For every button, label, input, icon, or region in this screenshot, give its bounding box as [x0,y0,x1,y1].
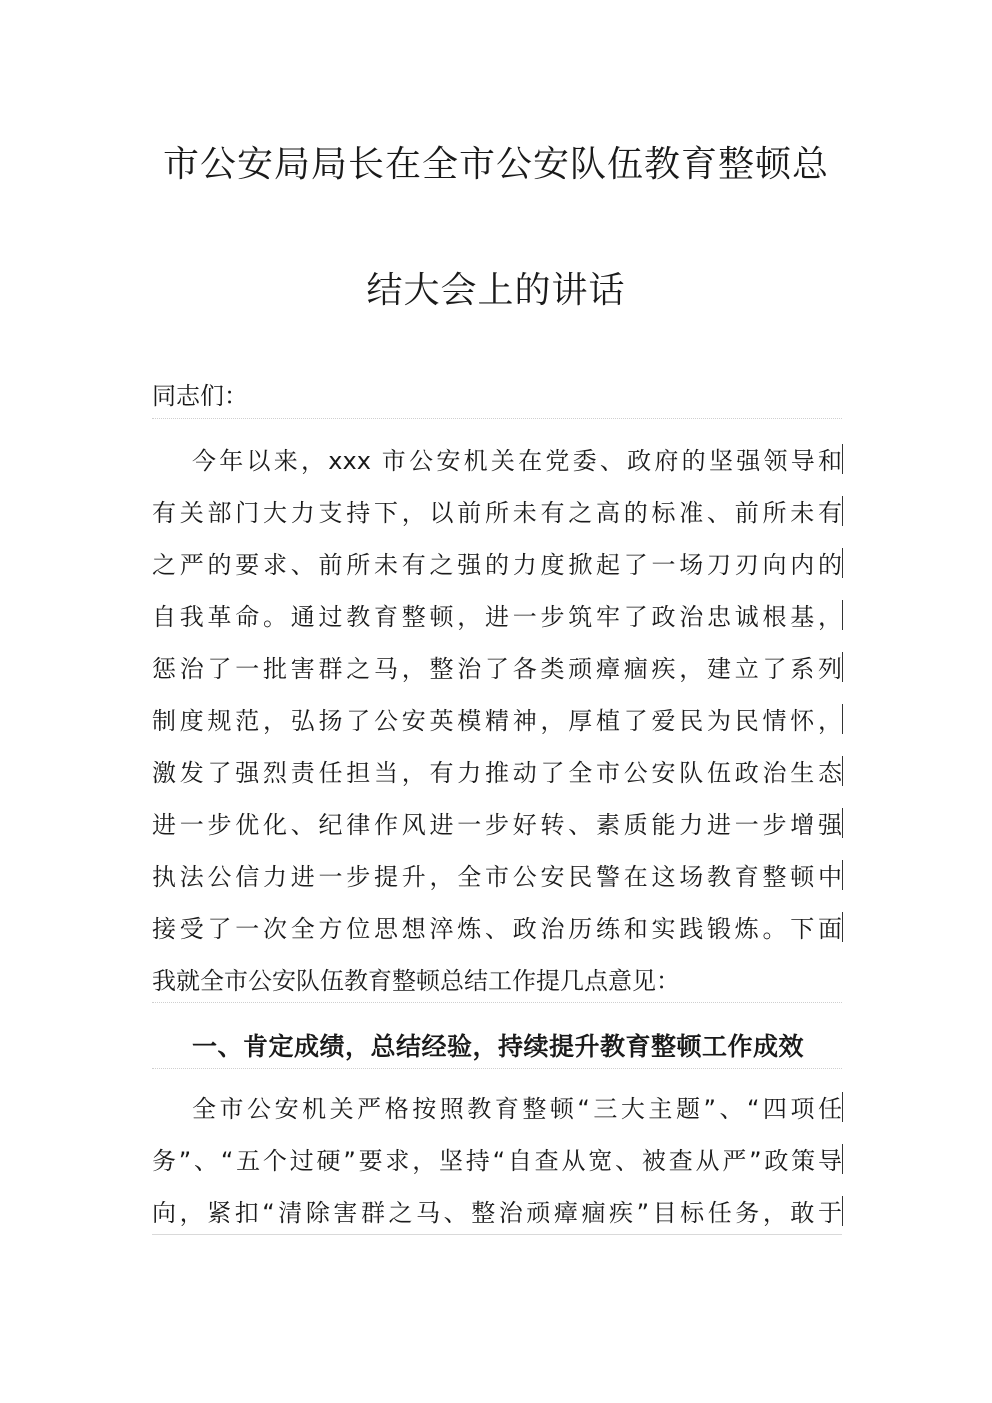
margin-mark [842,808,843,838]
margin-mark [842,912,843,942]
paragraph-1-line: 执法公信力进一步提升，全市公安民警在这场教育整顿中 [152,863,842,891]
margin-mark [842,1196,843,1226]
paragraph-1-line: 今年以来，xxx 市公安机关在党委、政府的坚强领导和 [192,447,842,475]
section-heading: 一、肯定成绩，总结经验，持续提升教育整顿工作成效 [192,1032,805,1061]
dotted-rule [152,1002,842,1003]
margin-mark [842,860,843,890]
paragraph-1-line: 进一步优化、纪律作风进一步好转、素质能力进一步增强 [152,811,842,839]
paragraph-1-line: 接受了一次全方位思想淬炼、政治历练和实践锻炼。下面 [152,915,842,943]
paragraph-1-line: 惩治了一批害群之马，整治了各类顽瘴痼疾，建立了系列 [152,655,842,683]
margin-mark [842,756,843,786]
margin-mark [842,548,843,578]
paragraph-1-line: 自我革命。通过教育整顿，进一步筑牢了政治忠诚根基， [152,603,842,631]
margin-mark [842,1092,843,1122]
salutation: 同志们： [152,382,248,410]
document-title-line-1: 市公安局局长在全市公安队伍教育整顿总 [162,144,829,185]
paragraph-1-line: 有关部门大力支持下，以前所未有之高的标准、前所未有 [152,499,842,527]
document-title-line-2: 结大会上的讲话 [366,270,626,311]
margin-mark [842,496,843,526]
dotted-rule [152,418,842,419]
paragraph-1-line: 制度规范，弘扬了公安英模精神，厚植了爱民为民情怀， [152,707,842,735]
margin-mark [842,444,843,474]
paragraph-2-line: 向，紧扣“清除害群之马、整治顽瘴痼疾”目标任务，敢于 [152,1199,842,1227]
margin-mark [842,652,843,682]
page-bottom-rule [152,1234,842,1235]
margin-mark [842,1144,843,1174]
margin-mark [842,704,843,734]
paragraph-1-line: 之严的要求、前所未有之强的力度掀起了一场刀刃向内的 [152,551,842,579]
paragraph-2-line: 全市公安机关严格按照教育整顿“三大主题”、“四项任 [192,1095,842,1123]
paragraph-1-line: 激发了强烈责任担当，有力推动了全市公安队伍政治生态 [152,759,842,787]
paragraph-1-line: 我就全市公安队伍教育整顿总结工作提几点意见： [152,967,680,995]
dotted-rule [152,1068,842,1069]
paragraph-2-line: 务”、“五个过硬”要求，坚持“自查从宽、被查从严”政策导 [152,1147,842,1175]
margin-mark [842,600,843,630]
